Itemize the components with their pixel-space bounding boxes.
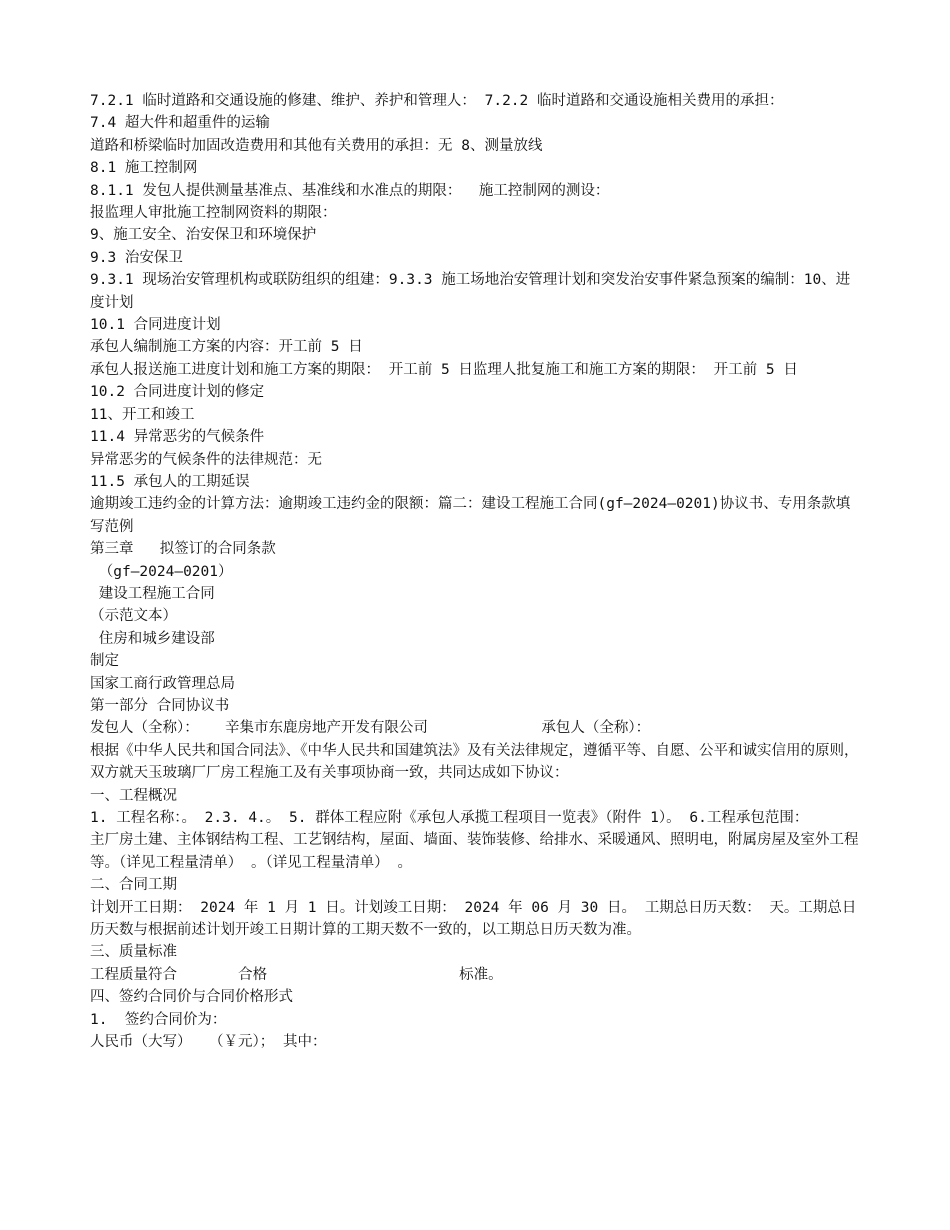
text-line: 承包人编制施工方案的内容：开工前 5 日: [90, 339, 363, 356]
text-line: 1. 签约合同价为：: [90, 1011, 227, 1028]
text-line: 工程质量符合 合格 标准。: [90, 966, 503, 983]
section-heading: 10.1 合同进度计划: [90, 317, 221, 334]
contract-code: （gf—2024—0201）: [90, 563, 233, 580]
section-heading: 二、合同工期: [90, 877, 177, 894]
section-heading: 8.1 施工控制网: [90, 160, 198, 177]
section-heading: 一、工程概况: [90, 787, 177, 804]
section-heading: 9、施工安全、治安保卫和环境保护: [90, 227, 317, 244]
text-paragraph: 承包人报送施工进度计划和施工方案的期限： 开工前 5 日监理人批复施工和施工方案的期限： 开工前 5 日: [90, 361, 798, 378]
document-body: [90, 90, 860, 1053]
section-heading: 11、开工和竣工: [90, 406, 195, 423]
parties-line: 发包人（全称）： 辛集市东鹿房地产开发有限公司 承包人（全称）：: [90, 720, 651, 737]
text-paragraph: 逾期竣工违约金的计算方法：逾期竣工违约金的限额：篇二：建设工程施工合同(gf—2024—0201)协议书、专用条款填写范例: [90, 496, 851, 535]
issuer-line: 住房和城乡建设部: [90, 630, 215, 647]
text-paragraph: 9.3.1 现场治安管理机构或联防组织的组建：9.3.3 施工场地治安管理计划和突发治安事件紧急预案的编制：10、进度计划: [90, 272, 851, 311]
text-paragraph: 1. 工程名称：。 2.3. 4.。 5. 群体工程应附《承包人承揽工程项目一览表》（附件 1）。 6.工程承包范围：: [90, 810, 809, 826]
section-heading: 7.4 超大件和超重件的运输: [90, 115, 270, 132]
text-line: （示范文本）: [90, 608, 177, 625]
issuer-line: 国家工商行政管理总局: [90, 675, 235, 692]
section-heading: 四、签约合同价与合同价格形式: [90, 989, 293, 1006]
contract-title: 建设工程施工合同: [90, 585, 215, 602]
text-line: 人民币（大写） （￥元）； 其中：: [90, 1034, 327, 1051]
section-heading: 10.2 合同进度计划的修定: [90, 384, 265, 401]
section-heading: 三、质量标准: [90, 944, 177, 961]
text-line: 制定: [90, 653, 119, 670]
text-line: 异常恶劣的气候条件的法律规范：无: [90, 451, 322, 468]
text-paragraph: 计划开工日期： 2024 年 1 月 1 日。计划竣工日期： 2024 年 06 月 30 日。 工期总日历天数： 天。工期总日历天数与根据前述计划开竣工日期计算的工期天数不一致的，以工期总日历天数为准。: [90, 899, 857, 939]
chapter-title: 第三章 拟签订的合同条款: [90, 541, 276, 558]
section-heading: 11.4 异常恶劣的气候条件: [90, 429, 265, 446]
text-paragraph: 根据《中华人民共和国合同法》、《中华人民共和国建筑法》及有关法律规定，遵循平等、自愿、公平和诚实信用的原则，双方就天玉玻璃厂厂房工程施工及有关事项协商一致，共同达成如下协议：: [90, 742, 859, 782]
text-line: 道路和桥梁临时加固改造费用和其他有关费用的承担：无 8、测量放线: [90, 137, 543, 154]
text-line: 8.1.1 发包人提供测量基准点、基准线和水准点的期限： 施工控制网的测设：: [90, 182, 610, 199]
section-heading: 11.5 承包人的工期延误: [90, 473, 250, 490]
text-line: 报监理人审批施工控制网资料的期限：: [90, 205, 337, 222]
section-heading: 9.3 治安保卫: [90, 249, 183, 266]
part-title: 第一部分 合同协议书: [90, 697, 230, 714]
text-line: 7.2.1 临时道路和交通设施的修建、维护、养护和管理人： 7.2.2 临时道路和交通设施相关费用的承担：: [90, 93, 784, 109]
text-paragraph: 主厂房土建、主体钢结构工程、工艺钢结构，屋面、墙面、装饰装修、给排水、采暖通风、照明电，附属房屋及室外工程等。（详见工程量清单） 。（详见工程量清单） 。: [90, 832, 859, 871]
